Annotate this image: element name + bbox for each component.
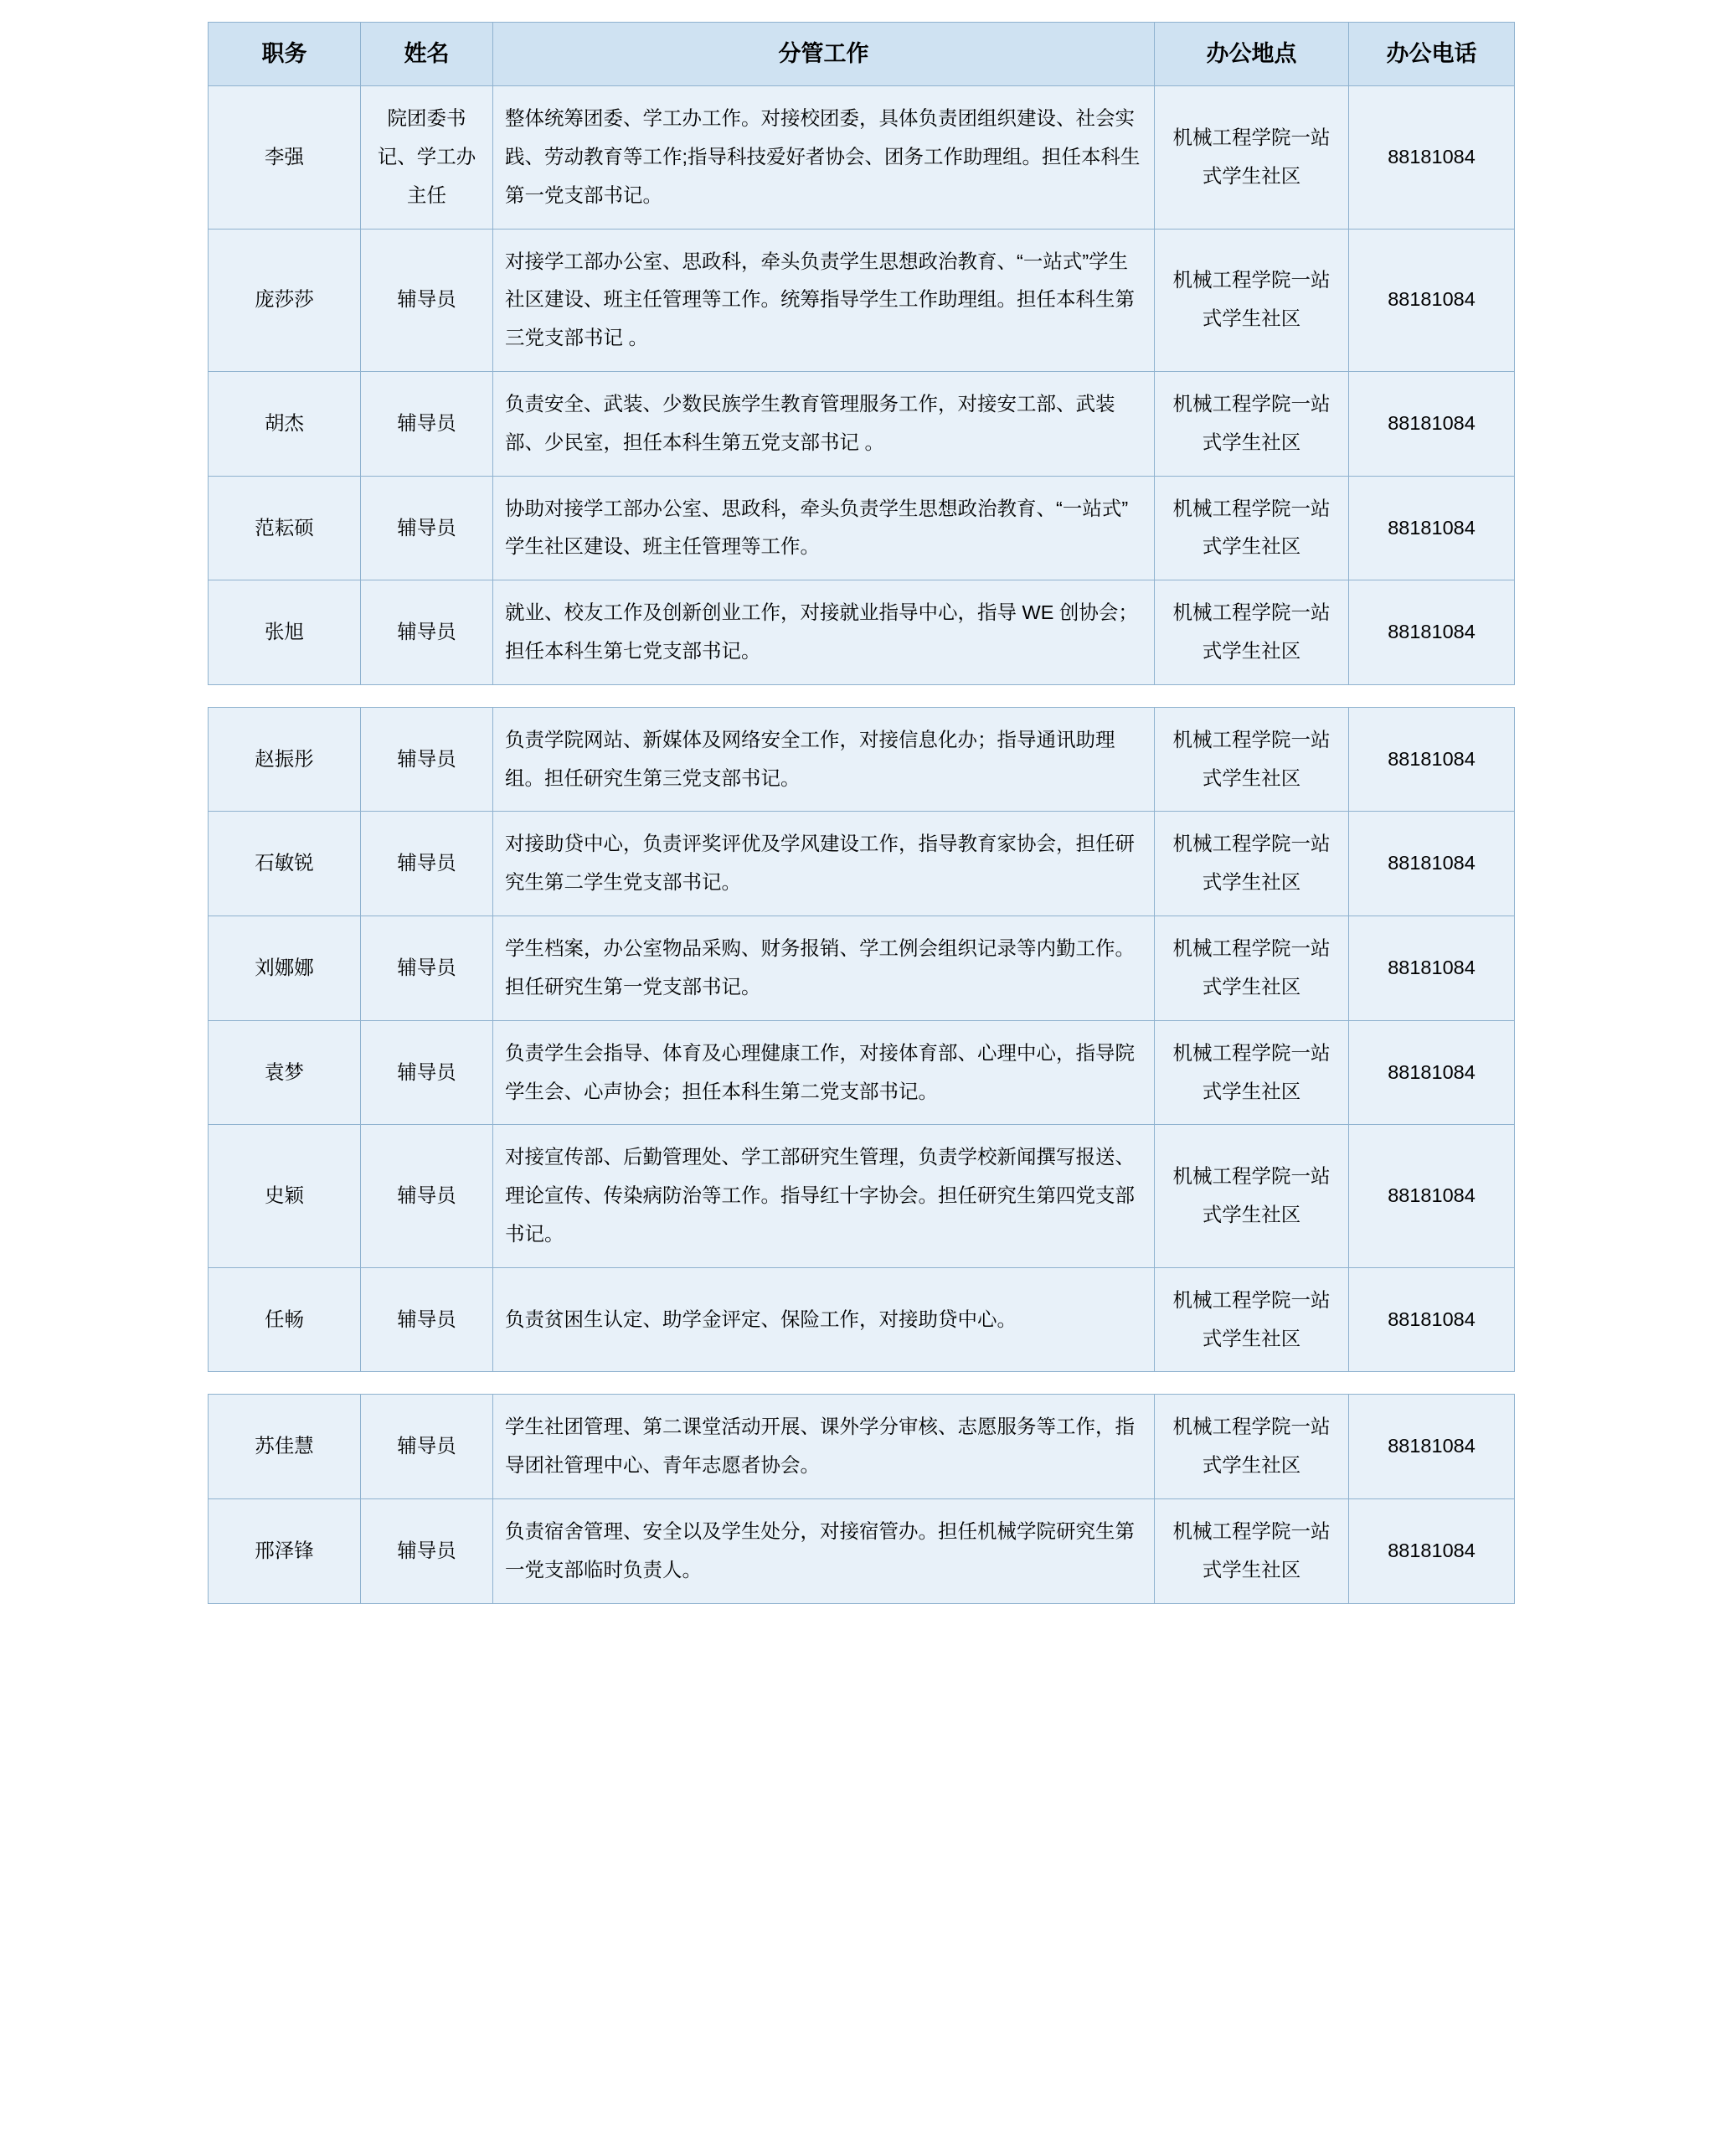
cell-post: 袁梦 [209,1020,361,1125]
cell-office: 机械工程学院一站式学生社区 [1155,1020,1349,1125]
cell-office: 机械工程学院一站式学生社区 [1155,476,1349,580]
cell-name: 辅导员 [361,580,493,685]
cell-duty: 对接学工部办公室、思政科，牵头负责学生思想政治教育、“一站式”学生社区建设、班主任管理等工作。统筹指导学生工作助理组。担任本科生第三党支部书记 。 [493,229,1155,371]
cell-duty: 对接宣传部、后勤管理处、学工部研究生管理，负责学校新闻撰写报送、理论宣传、传染病防治等工作。指导红十字协会。担任研究生第四党支部书记。 [493,1125,1155,1267]
cell-name: 辅导员 [361,229,493,371]
table-row [209,1395,1515,1499]
cell-phone: 88181084 [1349,812,1515,916]
cell-name: 辅导员 [361,1267,493,1372]
cell-name: 院团委书记、学工办主任 [361,86,493,229]
table-row [209,812,1515,916]
cell-post: 胡杰 [209,371,361,476]
table-row [209,1125,1515,1267]
cell-post: 苏佳慧 [209,1395,361,1499]
staff-assignment-table-container [208,22,1507,1604]
cell-phone: 88181084 [1349,916,1515,1021]
cell-duty: 学生档案，办公室物品采购、财务报销、学工例会组织记录等内勤工作。担任研究生第一党支部书记。 [493,916,1155,1021]
cell-post: 石敏锐 [209,812,361,916]
cell-phone: 88181084 [1349,1267,1515,1372]
cell-office: 机械工程学院一站式学生社区 [1155,580,1349,685]
cell-office: 机械工程学院一站式学生社区 [1155,1267,1349,1372]
cell-post: 庞莎莎 [209,229,361,371]
cell-name: 辅导员 [361,707,493,812]
column-header-post: 职务 [209,23,361,86]
cell-post: 范耘硕 [209,476,361,580]
table-row [209,371,1515,476]
cell-duty: 负责学院网站、新媒体及网络安全工作，对接信息化办；指导通讯助理组。担任研究生第三党支部书记。 [493,707,1155,812]
table-row [209,707,1515,812]
cell-phone: 88181084 [1349,371,1515,476]
cell-name: 辅导员 [361,1125,493,1267]
cell-phone: 88181084 [1349,707,1515,812]
table-block-separator [208,1372,1514,1394]
cell-phone: 88181084 [1349,1125,1515,1267]
cell-office: 机械工程学院一站式学生社区 [1155,1395,1349,1499]
cell-office: 机械工程学院一站式学生社区 [1155,229,1349,371]
cell-post: 刘娜娜 [209,916,361,1021]
cell-phone: 88181084 [1349,1395,1515,1499]
table-row [209,229,1515,371]
cell-duty: 负责安全、武装、少数民族学生教育管理服务工作，对接安工部、武装部、少民室，担任本科生第五党支部书记 。 [493,371,1155,476]
cell-duty: 负责宿舍管理、安全以及学生处分，对接宿管办。担任机械学院研究生第一党支部临时负责人。 [493,1499,1155,1604]
table-row [209,916,1515,1021]
cell-phone: 88181084 [1349,580,1515,685]
cell-office: 机械工程学院一站式学生社区 [1155,1125,1349,1267]
cell-name: 辅导员 [361,1020,493,1125]
table-block-separator [208,685,1514,707]
cell-phone: 88181084 [1349,86,1515,229]
cell-duty: 对接助贷中心，负责评奖评优及学风建设工作，指导教育家协会，担任研究生第二学生党支部书记。 [493,812,1155,916]
table-row [209,1020,1515,1125]
cell-office: 机械工程学院一站式学生社区 [1155,371,1349,476]
cell-post: 李强 [209,86,361,229]
cell-name: 辅导员 [361,812,493,916]
table-row [209,580,1515,685]
column-header-duty: 分管工作 [493,23,1155,86]
cell-office: 机械工程学院一站式学生社区 [1155,916,1349,1021]
cell-name: 辅导员 [361,1499,493,1604]
cell-post: 邢泽锋 [209,1499,361,1604]
column-header-phone: 办公电话 [1349,23,1515,86]
table-row [209,1499,1515,1604]
table-row [209,86,1515,229]
cell-phone: 88181084 [1349,476,1515,580]
cell-office: 机械工程学院一站式学生社区 [1155,707,1349,812]
cell-duty: 就业、校友工作及创新创业工作，对接就业指导中心，指导 WE 创协会；担任本科生第七党支部书记。 [493,580,1155,685]
staff-assignment-table [208,707,1515,1373]
table-header-row [209,23,1515,86]
cell-post: 任畅 [209,1267,361,1372]
staff-assignment-table [208,22,1515,685]
cell-phone: 88181084 [1349,1499,1515,1604]
cell-office: 机械工程学院一站式学生社区 [1155,1499,1349,1604]
cell-name: 辅导员 [361,1395,493,1499]
cell-post: 赵振彤 [209,707,361,812]
cell-duty: 学生社团管理、第二课堂活动开展、课外学分审核、志愿服务等工作，指导团社管理中心、青年志愿者协会。 [493,1395,1155,1499]
cell-name: 辅导员 [361,476,493,580]
column-header-name: 姓名 [361,23,493,86]
staff-assignment-table [208,1394,1515,1603]
cell-post: 张旭 [209,580,361,685]
cell-duty: 协助对接学工部办公室、思政科，牵头负责学生思想政治教育、“一站式”学生社区建设、班主任管理等工作。 [493,476,1155,580]
cell-duty: 负责学生会指导、体育及心理健康工作，对接体育部、心理中心，指导院学生会、心声协会；担任本科生第二党支部书记。 [493,1020,1155,1125]
cell-post: 史颖 [209,1125,361,1267]
cell-phone: 88181084 [1349,229,1515,371]
cell-duty: 负责贫困生认定、助学金评定、保险工作，对接助贷中心。 [493,1267,1155,1372]
cell-office: 机械工程学院一站式学生社区 [1155,86,1349,229]
table-row [209,476,1515,580]
column-header-office: 办公地点 [1155,23,1349,86]
table-row [209,1267,1515,1372]
cell-name: 辅导员 [361,371,493,476]
cell-duty: 整体统筹团委、学工办工作。对接校团委，具体负责团组织建设、社会实践、劳动教育等工作;指导科技爱好者协会、团务工作助理组。担任本科生第一党支部书记。 [493,86,1155,229]
cell-phone: 88181084 [1349,1020,1515,1125]
cell-office: 机械工程学院一站式学生社区 [1155,812,1349,916]
cell-name: 辅导员 [361,916,493,1021]
